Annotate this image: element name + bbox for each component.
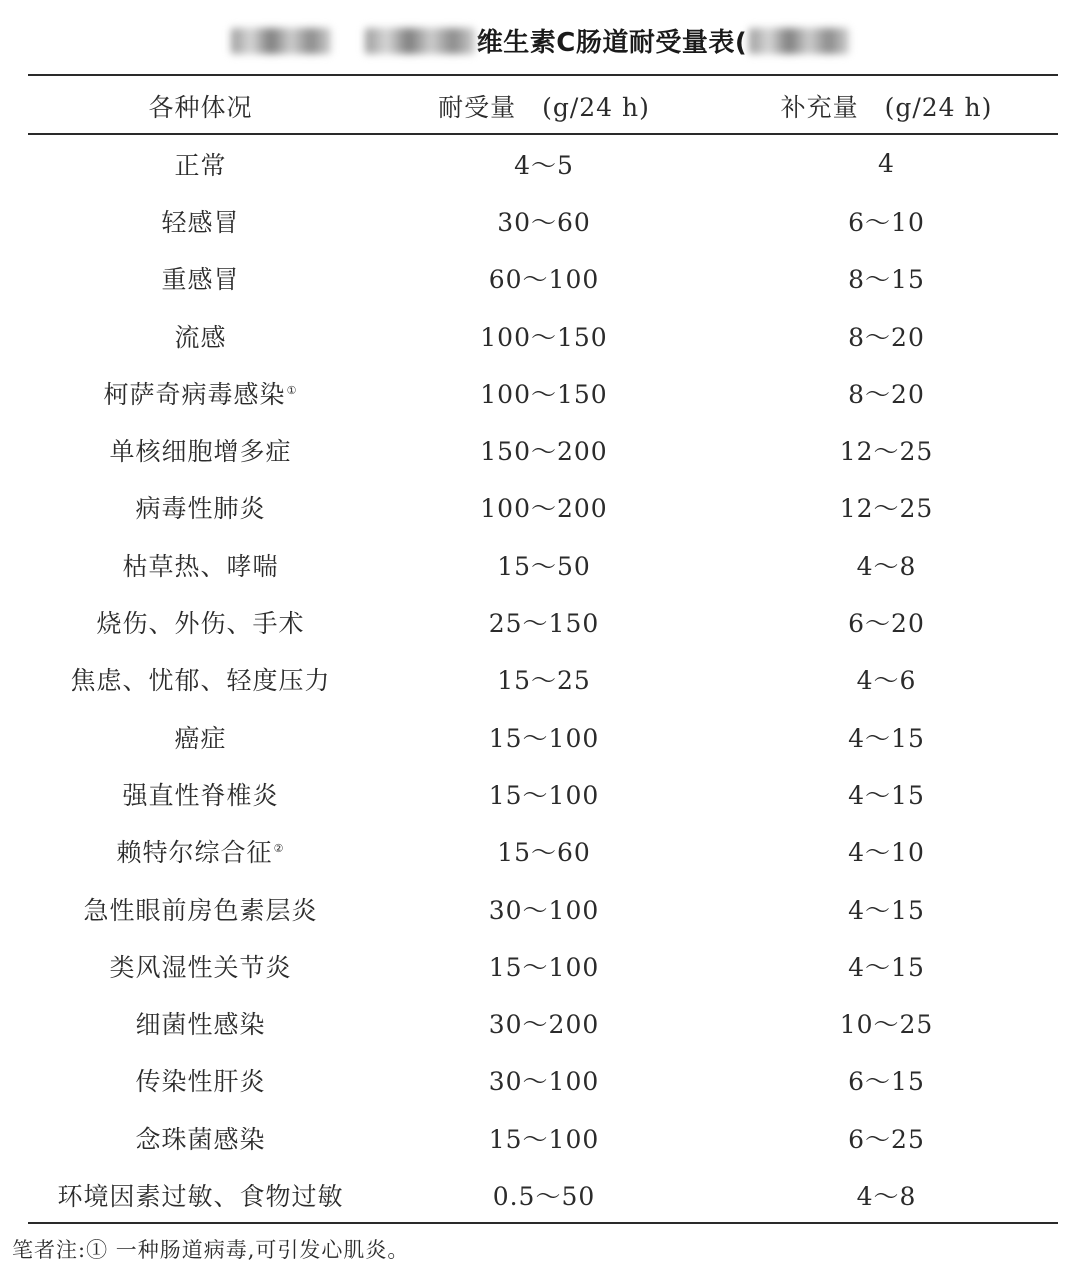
table-row <box>28 651 1058 708</box>
cell-tolerance: 15～60 <box>497 838 591 868</box>
cell-condition <box>28 203 373 239</box>
cell-supplement: 12～25 <box>839 437 934 467</box>
cell-tolerance: 15～25 <box>497 666 591 696</box>
footnote-marker: ② <box>273 841 285 855</box>
cell-condition <box>28 1005 373 1041</box>
header-row <box>28 78 1058 133</box>
condition-label: 念珠菌感染 <box>135 1124 266 1154</box>
cell-supplement: 8～20 <box>848 322 925 352</box>
cell-condition <box>28 1062 373 1098</box>
redacted-title-suffix <box>749 28 849 54</box>
cell-supplement: 4～15 <box>848 780 925 810</box>
table-row <box>28 1166 1058 1223</box>
cell-tolerance: 15～100 <box>488 780 600 810</box>
cell-tolerance: 15～50 <box>497 551 591 581</box>
cell-tolerance: 25～150 <box>488 609 600 639</box>
table-body <box>28 135 1058 1224</box>
condition-label: 重感冒 <box>161 265 240 295</box>
table-row <box>28 937 1058 994</box>
table-row <box>28 1109 1058 1166</box>
cell-condition <box>28 432 373 468</box>
condition-label: 枯草热、哮喘 <box>122 551 279 581</box>
condition-label: 流感 <box>174 322 227 352</box>
cell-condition <box>28 260 373 296</box>
table-row <box>28 307 1058 364</box>
cell-tolerance: 15～100 <box>488 1124 600 1154</box>
cell-condition <box>28 1120 373 1156</box>
table-header <box>28 78 1058 133</box>
footnote-marker: ① <box>286 383 298 397</box>
condition-label: 强直性脊椎炎 <box>122 780 279 810</box>
cell-supplement: 10～25 <box>839 1010 934 1040</box>
condition-label: 焦虑、忧郁、轻度压力 <box>70 666 331 696</box>
cell-supplement: 8～20 <box>848 379 925 409</box>
cell-condition <box>28 719 373 755</box>
cell-condition <box>28 776 373 812</box>
cell-condition <box>28 146 373 182</box>
condition-label: 烧伤、外伤、手术 <box>96 609 305 639</box>
redacted-title-prefix-1 <box>231 28 331 54</box>
cell-supplement: 4～10 <box>848 838 925 868</box>
cell-tolerance: 30～100 <box>488 1067 600 1097</box>
table-row <box>28 135 1058 192</box>
cell-supplement: 4～15 <box>848 952 925 982</box>
header-tolerance: 耐受量 (g/24 h) <box>438 92 650 122</box>
table-row <box>28 765 1058 822</box>
condition-label: 单核细胞增多症 <box>109 437 292 467</box>
table-row <box>28 708 1058 765</box>
cell-supplement: 8～15 <box>848 265 925 295</box>
cell-tolerance: 15～100 <box>488 952 600 982</box>
cell-tolerance: 15～100 <box>488 723 600 753</box>
condition-label: 急性眼前房色素层炎 <box>83 895 318 925</box>
cell-tolerance: 30～100 <box>488 895 600 925</box>
condition-label: 赖特尔综合征 <box>116 838 273 868</box>
table-row <box>28 1052 1058 1109</box>
table-row <box>28 421 1058 478</box>
cell-supplement: 4～8 <box>856 1181 917 1211</box>
cell-tolerance: 100～200 <box>480 494 608 524</box>
cell-tolerance: 0.5～50 <box>492 1181 596 1211</box>
cell-supplement: 12～25 <box>839 494 934 524</box>
cell-supplement: 4 <box>878 149 895 179</box>
condition-label: 柯萨奇病毒感染 <box>103 379 286 409</box>
condition-label: 正常 <box>174 150 227 180</box>
cell-condition <box>28 547 373 583</box>
cell-tolerance: 30～60 <box>497 207 591 237</box>
cell-supplement: 6～10 <box>848 207 925 237</box>
condition-label: 病毒性肺炎 <box>135 494 266 524</box>
cell-tolerance: 100～150 <box>480 379 608 409</box>
cell-supplement: 4～6 <box>856 666 917 696</box>
cell-condition <box>28 1177 373 1213</box>
table-row <box>28 479 1058 536</box>
cell-condition <box>28 661 373 697</box>
cell-condition <box>28 891 373 927</box>
cell-tolerance: 4～5 <box>514 150 574 180</box>
cell-tolerance: 150～200 <box>480 437 608 467</box>
cell-tolerance: 100～150 <box>480 322 608 352</box>
cell-condition <box>28 948 373 984</box>
top-rule <box>28 74 1058 76</box>
cell-supplement: 4～15 <box>848 723 925 753</box>
header-supplement: 补充量 (g/24 h) <box>780 92 993 122</box>
cell-condition <box>28 489 373 525</box>
title-text: 维生素C肠道耐受量表( <box>476 28 748 58</box>
table-row <box>28 823 1058 880</box>
table-row <box>28 192 1058 249</box>
cell-supplement: 6～20 <box>848 609 925 639</box>
cell-supplement: 6～25 <box>848 1124 925 1154</box>
bottom-rule <box>28 1222 1058 1224</box>
table-title <box>0 22 1080 72</box>
cell-supplement: 4～8 <box>856 551 917 581</box>
cell-supplement: 6～15 <box>848 1067 925 1097</box>
table-row <box>28 994 1058 1051</box>
condition-label: 环境因素过敏、食物过敏 <box>57 1181 344 1211</box>
cell-tolerance: 30～200 <box>488 1010 600 1040</box>
condition-label: 类风湿性关节炎 <box>109 952 292 982</box>
condition-label: 轻感冒 <box>161 207 240 237</box>
table-row <box>28 536 1058 593</box>
header-condition: 各种体况 <box>148 92 253 122</box>
table-row <box>28 250 1058 307</box>
condition-label: 传染性肝炎 <box>135 1067 266 1097</box>
condition-label: 癌症 <box>174 723 227 753</box>
cell-condition <box>28 833 373 869</box>
cell-supplement: 4～15 <box>848 895 925 925</box>
condition-label: 细菌性感染 <box>135 1010 266 1040</box>
cell-condition <box>28 604 373 640</box>
table-row <box>28 364 1058 421</box>
cell-condition <box>28 318 373 354</box>
footnote: 笔者注:① 一种肠道病毒,可引发心肌炎。 <box>12 1238 410 1262</box>
redacted-title-prefix-2 <box>365 28 475 54</box>
cell-tolerance: 60～100 <box>488 265 600 295</box>
cell-condition <box>28 375 373 411</box>
table-row <box>28 593 1058 650</box>
table-row <box>28 880 1058 937</box>
